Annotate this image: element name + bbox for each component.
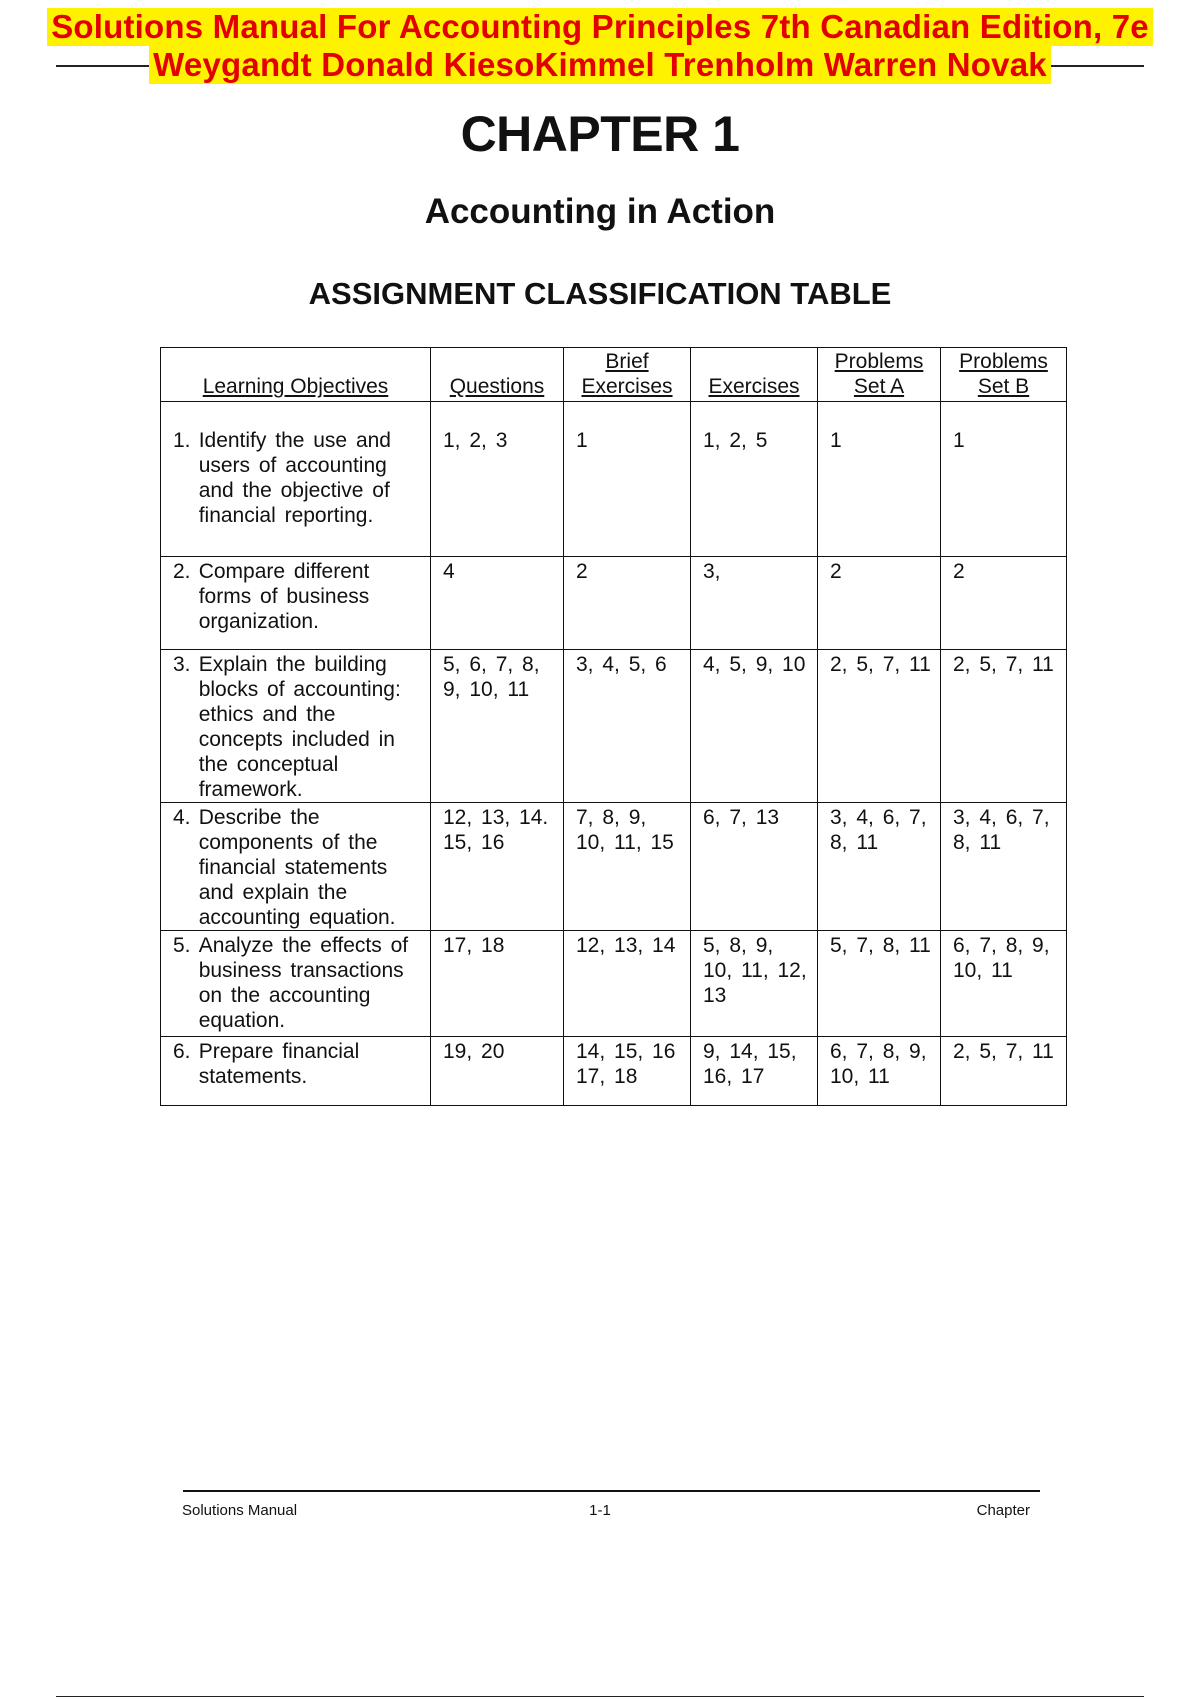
brief-exercises-cell: 12, 13, 14 — [564, 931, 691, 1037]
header-questions: Questions — [431, 348, 564, 402]
objective-text: Explain the building blocks of accounting: ethics and the concepts included in the conceptual framework. — [198, 653, 401, 801]
objective-cell — [161, 557, 431, 650]
questions-cell: 19, 20 — [431, 1037, 564, 1106]
problems-set-a-cell: 2, 5, 7, 11 — [818, 650, 941, 803]
brief-exercises-cell: 7, 8, 9, 10, 11, 15 — [564, 803, 691, 931]
banner-line-2: Weygandt Donald KiesoKimmel Trenholm Warren Novak — [149, 46, 1051, 84]
objective-number: 6. — [173, 1040, 191, 1063]
objective-number: 1. — [173, 429, 191, 452]
footer-left: Solutions Manual — [182, 1502, 298, 1519]
brief-exercises-cell: 2 — [564, 557, 691, 650]
exercises-cell: 9, 14, 15, 16, 17 — [691, 1037, 818, 1106]
header-problems-set-b: Problems Set B — [941, 348, 1067, 402]
table-header-row — [161, 348, 1067, 402]
objective-cell — [161, 1037, 431, 1106]
objective-number: 5. — [173, 934, 191, 957]
questions-cell: 5, 6, 7, 8, 9, 10, 11 — [431, 650, 564, 803]
problems-set-a-cell: 5, 7, 8, 11 — [818, 931, 941, 1037]
objective-cell — [161, 931, 431, 1037]
questions-cell: 12, 13, 14. 15, 16 — [431, 803, 564, 931]
objective-text: Analyze the effects of business transactions on the accounting equation. — [198, 934, 409, 1032]
table-row — [161, 650, 1067, 803]
brief-exercises-cell: 1 — [564, 402, 691, 557]
bottom-rule — [56, 1696, 1144, 1697]
problems-set-b-cell: 2, 5, 7, 11 — [941, 1037, 1067, 1106]
objective-text: Compare different forms of business organization. — [198, 560, 370, 633]
header-brief-exercises: Brief Exercises — [564, 348, 691, 402]
table-row — [161, 1037, 1067, 1106]
exercises-cell: 5, 8, 9, 10, 11, 12, 13 — [691, 931, 818, 1037]
header-learning-objectives: Learning Objectives — [161, 348, 431, 402]
exercises-cell: 4, 5, 9, 10 — [691, 650, 818, 803]
table-row — [161, 803, 1067, 931]
problems-set-a-cell: 2 — [818, 557, 941, 650]
footer-right: Chapter — [976, 1502, 1030, 1519]
table-row — [161, 402, 1067, 557]
objective-text: Prepare financial statements. — [198, 1040, 360, 1088]
problems-set-b-cell: 2, 5, 7, 11 — [941, 650, 1067, 803]
problems-set-b-cell: 6, 7, 8, 9, 10, 11 — [941, 931, 1067, 1037]
objective-cell — [161, 803, 431, 931]
chapter-subtitle: Accounting in Action — [424, 192, 776, 231]
questions-cell: 1, 2, 3 — [431, 402, 564, 557]
problems-set-b-cell: 3, 4, 6, 7, 8, 11 — [941, 803, 1067, 931]
problems-set-b-cell: 1 — [941, 402, 1067, 557]
objective-number: 3. — [173, 653, 191, 676]
footer-rule — [183, 1490, 1040, 1492]
assignment-classification-table — [160, 347, 1067, 1106]
footer-page-number: 1-1 — [589, 1502, 611, 1519]
document-banner — [0, 8, 1200, 84]
objective-number: 2. — [173, 560, 191, 583]
header-problems-set-a: Problems Set A — [818, 348, 941, 402]
problems-set-a-cell: 3, 4, 6, 7, 8, 11 — [818, 803, 941, 931]
problems-set-a-cell: 1 — [818, 402, 941, 557]
chapter-title: CHAPTER 1 — [460, 106, 740, 162]
banner-line-1: Solutions Manual For Accounting Principles 7th Canadian Edition, 7e — [47, 8, 1153, 46]
brief-exercises-cell: 3, 4, 5, 6 — [564, 650, 691, 803]
exercises-cell: 1, 2, 5 — [691, 402, 818, 557]
exercises-cell: 3, — [691, 557, 818, 650]
exercises-cell: 6, 7, 13 — [691, 803, 818, 931]
header-exercises: Exercises — [691, 348, 818, 402]
objective-text: Describe the components of the financial statements and explain the accounting equation. — [198, 806, 396, 929]
objective-cell — [161, 402, 431, 557]
questions-cell: 17, 18 — [431, 931, 564, 1037]
brief-exercises-cell: 14, 15, 16 17, 18 — [564, 1037, 691, 1106]
questions-cell: 4 — [431, 557, 564, 650]
table-row — [161, 557, 1067, 650]
table-row — [161, 931, 1067, 1037]
objective-cell — [161, 650, 431, 803]
problems-set-a-cell: 6, 7, 8, 9, 10, 11 — [818, 1037, 941, 1106]
objective-text: Identify the use and users of accounting and the objective of financial reporting. — [198, 429, 391, 527]
objective-number: 4. — [173, 806, 191, 829]
problems-set-b-cell: 2 — [941, 557, 1067, 650]
table-heading: ASSIGNMENT CLASSIFICATION TABLE — [308, 276, 892, 311]
